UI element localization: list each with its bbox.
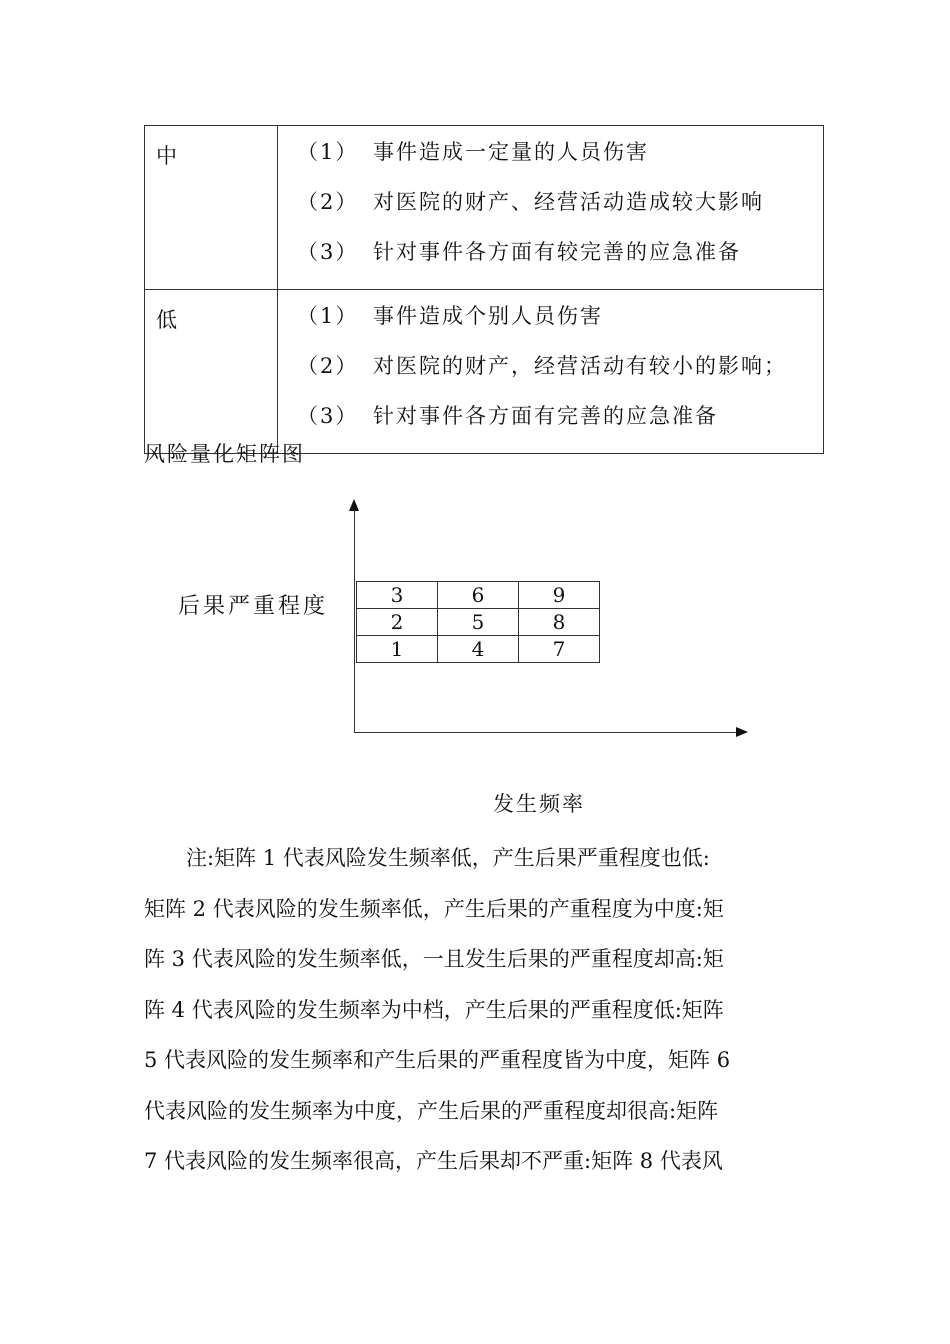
item-text: 事件造成一定量的人员伤害	[373, 140, 649, 164]
matrix-cell: 5	[438, 609, 519, 636]
x-axis-label: 发生频率	[493, 792, 585, 816]
matrix-cell: 7	[519, 636, 600, 663]
item-text: 事件造成个别人员伤害	[373, 304, 603, 328]
matrix-cell: 4	[438, 636, 519, 663]
matrix-row	[357, 582, 600, 609]
note-line: 7 代表风险的发生频率很高，产生后果却不严重:矩阵 8 代表风	[144, 1149, 723, 1173]
note-line: 阵 3 代表风险的发生频率低，一且发生后果的严重程度却高:矩	[144, 947, 724, 971]
x-axis-arrow	[736, 727, 748, 737]
note-line: 5 代表风险的发生频率和产生后果的严重程度皆为中度，矩阵 6	[144, 1048, 731, 1072]
item-text: 针对事件各方面有完善的应急准备	[373, 404, 718, 428]
matrix-cell: 6	[438, 582, 519, 609]
level-cell: 中	[145, 126, 278, 290]
item-text: 对医院的财产，经营活动有较小的影响；	[373, 354, 787, 378]
risk-matrix	[356, 581, 600, 663]
table-row	[145, 290, 824, 454]
risk-level-table	[144, 125, 824, 454]
note-line: 代表风险的发生频率为中度，产生后果的严重程度却很高:矩阵	[144, 1098, 719, 1123]
matrix-caption: 风险量化矩阵图	[144, 442, 305, 466]
item-text: 对医院的财产、经营活动造成较大影响	[373, 190, 764, 214]
item-number: （1）	[297, 304, 359, 328]
criteria-cell	[278, 290, 824, 454]
item-number: （3）	[297, 240, 359, 264]
x-axis-line	[354, 732, 738, 733]
note-line: 矩阵 2 代表风险的发生频率低，产生后果的产重程度为中度:矩	[144, 896, 724, 921]
matrix-cell: 2	[357, 609, 438, 636]
matrix-row	[357, 636, 600, 663]
criteria-cell	[278, 126, 824, 290]
level-cell: 低	[145, 290, 278, 454]
note-line: 阵 4 代表风险的发生频率为中档，产生后果的严重程度低:矩阵	[144, 997, 724, 1022]
item-number: （2）	[297, 190, 359, 214]
matrix-cell: 9	[519, 582, 600, 609]
y-axis-label: 后果严重程度	[178, 594, 329, 619]
matrix-cell: 8	[519, 609, 600, 636]
criteria-item	[278, 403, 823, 453]
table-row	[145, 126, 824, 290]
matrix-row	[357, 609, 600, 636]
note-paragraph	[144, 833, 808, 1187]
matrix-cell: 1	[357, 636, 438, 663]
criteria-item	[278, 189, 823, 239]
criteria-item	[278, 353, 823, 403]
criteria-item	[278, 139, 823, 189]
criteria-item	[278, 303, 823, 353]
criteria-item	[278, 239, 823, 289]
matrix-cell: 3	[357, 582, 438, 609]
item-text: 针对事件各方面有较完善的应急准备	[373, 240, 741, 264]
item-number: （2）	[297, 354, 359, 378]
y-axis-line	[354, 510, 355, 733]
item-number: （1）	[297, 140, 359, 164]
note-line: 注:矩阵 1 代表风险发生频率低，产生后果严重程度也低:	[144, 846, 710, 870]
item-number: （3）	[297, 404, 359, 428]
